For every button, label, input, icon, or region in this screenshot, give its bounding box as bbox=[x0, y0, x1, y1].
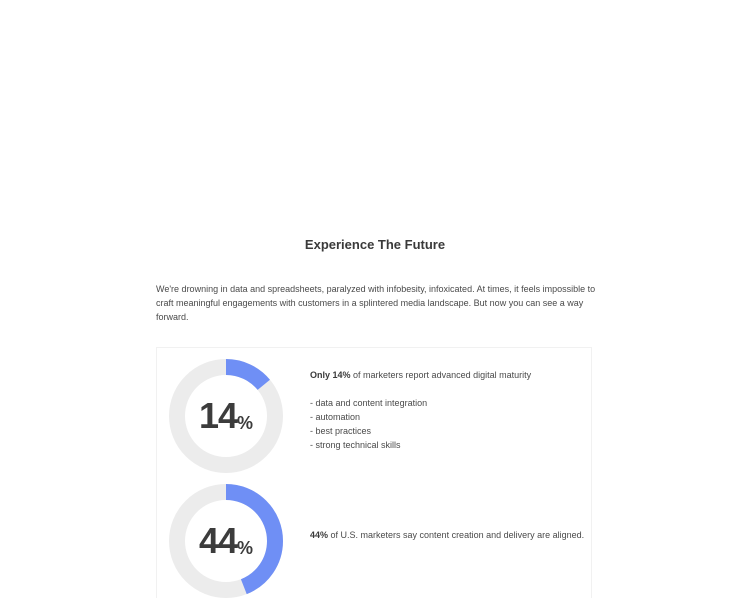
stat-description bbox=[310, 368, 531, 452]
bullet-list bbox=[310, 396, 531, 452]
stat-unit: % bbox=[237, 537, 254, 558]
donut-chart-14 bbox=[168, 358, 284, 474]
intro-paragraph: We're drowning in data and spreadsheets, paralyzed with infobesity, infoxicated. At times, it feels impossible to craft meaningful engagements with customers in a splintered media landscape. But now you can see a way forward. bbox=[156, 284, 596, 322]
stat-text: of marketers report advanced digital maturity bbox=[350, 370, 532, 380]
stat-number: 14 bbox=[198, 395, 238, 436]
donut-value-label bbox=[168, 483, 284, 598]
list-item: - strong technical skills bbox=[310, 440, 401, 450]
stat-headline bbox=[310, 528, 584, 542]
donut-chart-44 bbox=[168, 483, 284, 598]
stat-description bbox=[310, 528, 584, 542]
stat-highlight: 44% bbox=[310, 530, 329, 540]
list-item: - data and content integration bbox=[310, 398, 428, 408]
stat-headline bbox=[310, 368, 531, 382]
stat-unit: % bbox=[237, 412, 254, 433]
section-title: Experience The Future bbox=[304, 237, 446, 252]
list-item: - best practices bbox=[310, 426, 372, 436]
list-item: - automation bbox=[310, 412, 361, 422]
stat-text: of U.S. marketers say content creation and delivery are aligned. bbox=[328, 530, 585, 540]
stat-number: 44 bbox=[198, 520, 238, 561]
stat-highlight: Only 14% bbox=[310, 370, 351, 380]
donut-value-label bbox=[168, 358, 284, 474]
